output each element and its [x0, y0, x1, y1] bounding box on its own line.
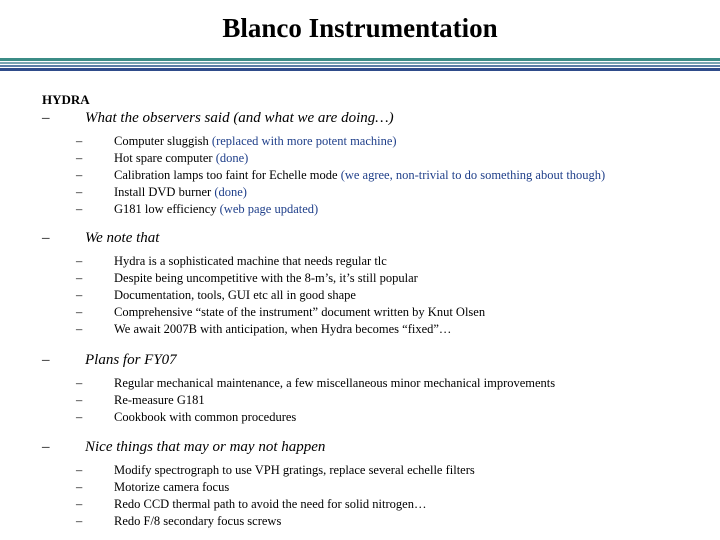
list-item: [42, 409, 712, 426]
item-text-row: [114, 321, 451, 338]
section-title-row: [42, 350, 712, 370]
dash-bullet: –: [76, 410, 83, 424]
item-note: (replaced with more potent machine): [211, 134, 397, 148]
sub-bullet-list: [42, 375, 712, 426]
item-text-row: [114, 479, 229, 496]
section-title-row: [42, 228, 712, 248]
list-item: [42, 375, 712, 392]
section-2: [42, 228, 712, 338]
section-title: Plans for FY07: [85, 352, 177, 368]
dash-bullet: –: [42, 110, 50, 126]
dash-bullet: –: [42, 439, 50, 455]
sub-bullet-list: [42, 133, 712, 218]
list-item: [42, 496, 712, 513]
item-text: Redo CCD thermal path to avoid the need for solid nitrogen…: [114, 497, 427, 511]
dash-bullet: –: [76, 134, 83, 148]
item-text-row: [114, 253, 387, 270]
list-item: [42, 287, 712, 304]
item-note: (web page updated): [219, 202, 319, 216]
title-rule-3: [0, 65, 720, 67]
item-text: Install DVD burner: [114, 185, 212, 199]
list-item: [42, 184, 712, 201]
item-text-row: [114, 287, 356, 304]
dash-bullet: –: [76, 393, 83, 407]
dash-bullet: –: [76, 376, 83, 390]
slide-title: Blanco Instrumentation: [222, 13, 498, 43]
item-text-row: [114, 150, 248, 167]
item-text: Hydra is a sophisticated machine that needs regular tlc: [114, 254, 387, 268]
item-text: G181 low efficiency: [114, 202, 217, 216]
list-item: [42, 462, 712, 479]
list-item: [42, 270, 712, 287]
list-item: [42, 253, 712, 270]
list-item: [42, 321, 712, 338]
section-4: [42, 437, 712, 530]
section-title: Nice things that may or may not happen: [85, 439, 326, 455]
sub-bullet-list: [42, 253, 712, 338]
dash-bullet: –: [42, 352, 50, 368]
item-text-row: [114, 304, 485, 321]
list-item: [42, 133, 712, 150]
item-text: Redo F/8 secondary focus screws: [114, 514, 282, 528]
dash-bullet: –: [76, 480, 83, 494]
dash-bullet: –: [76, 305, 83, 319]
list-item: [42, 201, 712, 218]
section-1: [42, 108, 712, 218]
title-rule-4: [0, 68, 720, 71]
item-text-row: [114, 462, 475, 479]
item-text: Computer sluggish: [114, 134, 209, 148]
list-item: [42, 150, 712, 167]
dash-bullet: –: [76, 497, 83, 511]
dash-bullet: –: [42, 230, 50, 246]
item-text: Comprehensive “state of the instrument” document written by Knut Olsen: [114, 305, 486, 319]
sub-bullet-list: [42, 462, 712, 530]
item-text: Re-measure G181: [114, 393, 205, 407]
item-note: (done): [214, 185, 247, 199]
dash-bullet: –: [76, 254, 83, 268]
section-heading: HYDRA: [42, 92, 90, 107]
section-title: What the observers said (and what we are doing…): [85, 110, 394, 126]
dash-bullet: –: [76, 202, 83, 216]
item-text-row: [114, 496, 426, 513]
item-text: Motorize camera focus: [114, 480, 230, 494]
dash-bullet: –: [76, 271, 83, 285]
title-rule-1: [0, 58, 720, 61]
item-text-row: [114, 184, 247, 201]
item-text-row: [114, 270, 418, 287]
dash-bullet: –: [76, 151, 83, 165]
list-item: [42, 304, 712, 321]
item-text: Regular mechanical maintenance, a few miscellaneous minor mechanical improvements: [114, 376, 556, 390]
item-text: Calibration lamps too faint for Echelle mode: [114, 168, 338, 182]
dash-bullet: –: [76, 514, 83, 528]
item-text-row: [114, 133, 397, 150]
dash-bullet: –: [76, 463, 83, 477]
item-text-row: [114, 375, 555, 392]
item-text-row: [114, 409, 296, 426]
section-title-row: [42, 108, 712, 128]
list-item: [42, 479, 712, 496]
list-item: [42, 513, 712, 530]
section-3: [42, 350, 712, 426]
dash-bullet: –: [76, 185, 83, 199]
item-text: Hot spare computer: [114, 151, 213, 165]
item-text-row: [114, 392, 205, 409]
item-text-row: [114, 513, 281, 530]
list-item: [42, 167, 712, 184]
item-text: Documentation, tools, GUI etc all in good shape: [114, 288, 356, 302]
item-text: Despite being uncompetitive with the 8-m’s, it’s still popular: [114, 271, 418, 285]
section-title: We note that: [85, 230, 160, 246]
title-rule-2: [0, 62, 720, 64]
dash-bullet: –: [76, 322, 83, 336]
item-text-row: [114, 167, 605, 184]
dash-bullet: –: [76, 288, 83, 302]
item-text: Cookbook with common procedures: [114, 410, 297, 424]
list-item: [42, 392, 712, 409]
section-title-row: [42, 437, 712, 457]
item-text: Modify spectrograph to use VPH gratings, replace several echelle filters: [114, 463, 475, 477]
dash-bullet: –: [76, 168, 83, 182]
item-note: (we agree, non-trivial to do something about though): [340, 168, 606, 182]
item-note: (done): [215, 151, 249, 165]
item-text-row: [114, 201, 318, 218]
item-text: We await 2007B with anticipation, when Hydra becomes “fixed”…: [114, 322, 452, 336]
